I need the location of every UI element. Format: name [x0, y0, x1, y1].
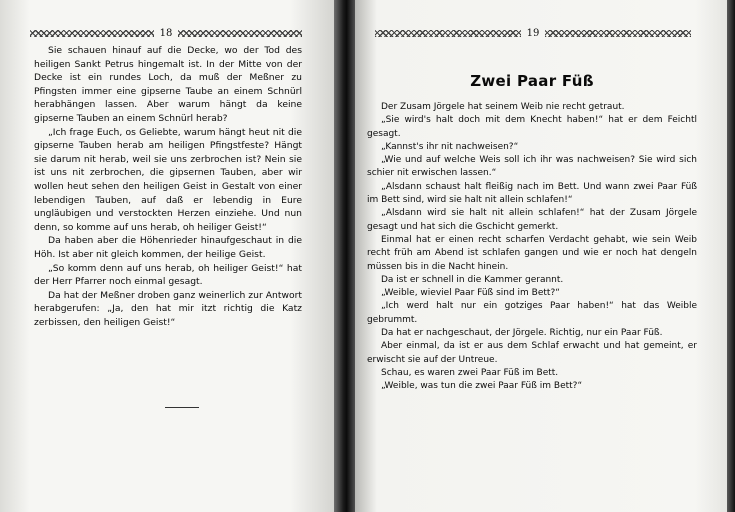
right-page-text: [367, 101, 697, 394]
paragraph: Da hat der Meßner droben ganz weinerlich zur Antwort herabgerufen: „Ja, den hat mir itzt richtig die Katz zerbissen, den heiligen Geist!“: [34, 289, 302, 328]
left-page-header: [30, 26, 302, 40]
page-number: 19: [526, 27, 540, 39]
header-ornament-right: [545, 30, 691, 37]
right-page: [355, 0, 727, 512]
header-ornament-left: [30, 30, 154, 37]
header-ornament-left: [375, 30, 521, 37]
end-rule: [165, 407, 199, 408]
paragraph: „Alsdann wird sie halt nit allein schlafen!“ hat der Zusam Jörgele gesagt und hat sich die Gschicht gemerkt.: [367, 208, 697, 232]
paragraph: Da hat er nachgeschaut, der Jörgele. Richtig, nur ein Paar Füß.: [381, 328, 663, 339]
paragraph: „Alsdann schaust halt fleißig nach im Bett. Und wann zwei Paar Füß im Bett sind, wird sie halt nit allein schlafen!“: [367, 181, 697, 206]
book-gutter: [334, 0, 355, 512]
paragraph: „Wie und auf welche Weis soll ich ihr was nachweisen? Sie wird sich schier nit erwischen lassen.“: [367, 155, 697, 179]
header-ornament-right: [178, 30, 302, 37]
paragraph: Aber einmal, da ist er aus dem Schlaf erwacht und hat gemeint, er erwischt sie auf der Untreue.: [367, 341, 697, 365]
paragraph: „Weible, wieviel Paar Füß sind im Bett?“: [381, 288, 560, 299]
paragraph: „Ich werd halt nur ein gotziges Paar haben!“ hat das Weible gebrummt.: [367, 301, 697, 325]
paragraph: Da haben aber die Höhenrieder hinaufgeschaut in die Höh. Ist aber nit gleich kommen, der heilige Geist.: [34, 235, 302, 260]
paragraph: Sie schauen hinauf auf die Decke, wo der Tod des heiligen Sankt Petrus hingemalt ist. In der Mitte von der Decke ist ein rundes Loch, da muß der Meßner zu Pfingsten immer eine gipserne Taube an einem Schnürl herabhängen lassen. Aber warum hängt da keine gipserne Tauben an einem Schnürl herab?: [34, 45, 302, 124]
paragraph: Einmal hat er einen recht scharfen Verdacht gehabt, wie sein Weib recht früh am Abend ist schlafen gangen und wie er noch hat dengeln müssen bis in die Nacht hinein.: [367, 234, 697, 272]
paragraph: Der Zusam Jörgele hat seinem Weib nie recht getraut.: [381, 102, 625, 112]
right-page-header: [375, 26, 691, 40]
paragraph: „Ich frage Euch, os Geliebte, warum hängt heut nit die gipserne Tauben herab am heiligen Pfingstfeste? Hängt sie darum nit herab, weil sie uns zerbrochen ist? Nein sie ist uns nit zerbrochen, die gipsernen Tauben, aber wir wollen heut sehen den heiligen Geist in Gestalt von einer lebendigen Tauben, auf daß er lebendig in Eure ungläubigen und verstockten Herzen einziehe. Und nun denn, so komme auf uns herab, oh heiliger Geist!“: [34, 126, 302, 233]
paragraph: „So komm denn auf uns herab, oh heiliger Geist!“ hat der Herr Pfarrer noch einmal gesagt.: [34, 262, 302, 288]
paragraph: „Sie wird's halt doch mit dem Knecht haben!“ hat er dem Feichtl gesagt.: [367, 115, 697, 139]
left-page-text: [34, 44, 302, 329]
paragraph: „Kannst's ihr nit nachweisen?“: [381, 141, 519, 152]
left-page: [0, 0, 335, 512]
book-edge: [727, 0, 735, 512]
story-title: Zwei Paar Füß: [470, 72, 594, 90]
paragraph: Da ist er schnell in die Kammer gerannt.: [381, 274, 564, 285]
paragraph: Schau, es waren zwei Paar Füß im Bett.: [381, 367, 559, 378]
paragraph: „Weible, was tun die zwei Paar Füß im Bett?“: [381, 381, 583, 392]
page-number: 18: [159, 27, 173, 39]
